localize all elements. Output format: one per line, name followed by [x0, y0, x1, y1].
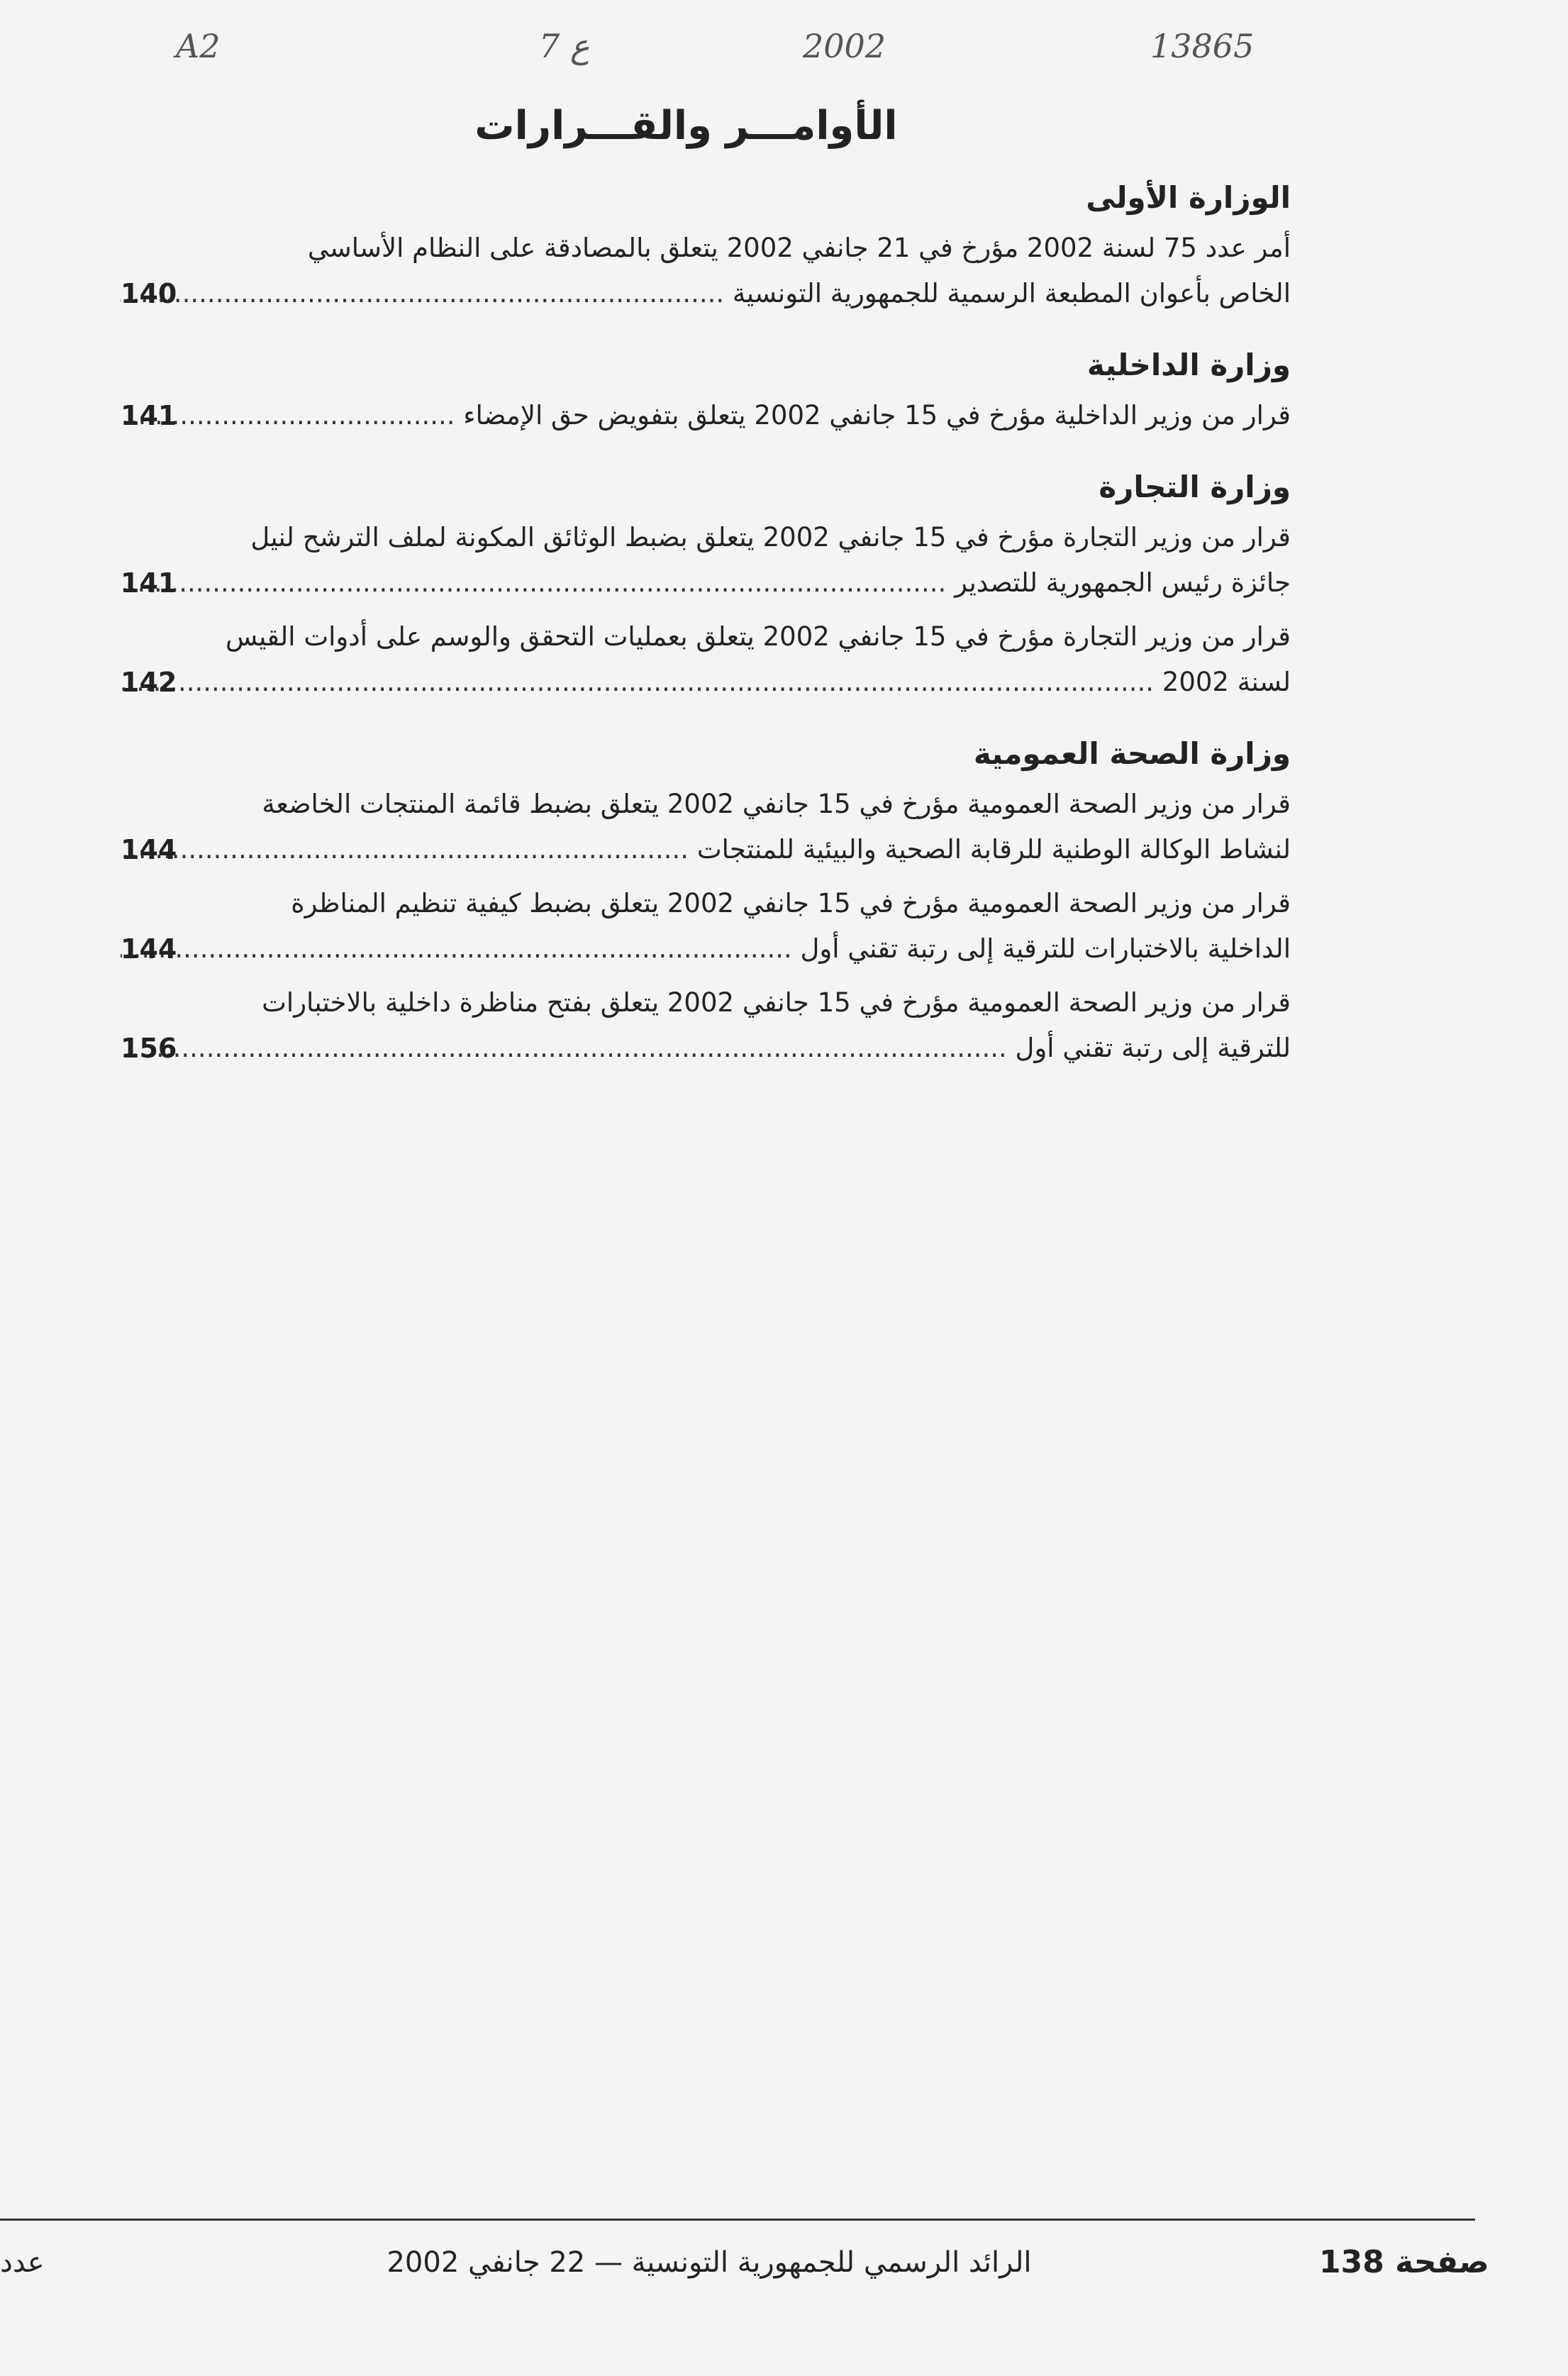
page-number: 141	[121, 567, 177, 599]
page-footer	[0, 2234, 1568, 2291]
entry-line: قرار من وزير الصحة العمومية مؤرخ في 15 جانفي 2002 يتعلق بفتح مناظرة داخلية بالاختبارات	[262, 987, 1291, 1018]
page-number: 156	[121, 1033, 177, 1064]
ministry-heading: وزارة الداخلية	[1086, 348, 1291, 382]
page-number: 141	[121, 400, 177, 431]
entry-line: للترقية إلى رتبة تقني أول .....	[121, 1026, 1291, 1071]
toc-entry[interactable]	[121, 980, 1291, 1071]
ministry-heading: الوزارة الأولى	[1086, 180, 1291, 215]
entry-line: الداخلية بالاختبارات للترقية إلى رتبة تقني أول .....	[121, 926, 1291, 972]
footer-edge-text: عدد	[0, 2246, 45, 2279]
handwritten-note: 2002	[803, 27, 886, 65]
page-number: 144	[121, 834, 177, 865]
toc-entry[interactable]	[121, 393, 1291, 438]
page-number: 140	[121, 278, 177, 309]
entry-line: لنشاط الوكالة الوطنية للرقابة الصحية والبيئية للمنتجات .....	[121, 827, 1291, 872]
ministry-heading: وزارة الصحة العمومية	[973, 736, 1291, 771]
entry-line: أمر عدد 75 لسنة 2002 مؤرخ في 21 جانفي 2002 يتعلق بالمصادقة على النظام الأساسي	[307, 233, 1291, 263]
entry-line: قرار من وزير الصحة العمومية مؤرخ في 15 جانفي 2002 يتعلق بضبط قائمة المنتجات الخاضعة	[262, 789, 1291, 819]
page-title: الأوامـــر والقـــرارات	[474, 103, 898, 149]
page-number: 144	[121, 933, 177, 965]
entry-line: قرار من وزير الداخلية مؤرخ في 15 جانفي 2002 يتعلق بتفويض حق الإمضاء .....	[121, 393, 1291, 438]
page-number: 142	[121, 667, 177, 698]
entry-line: قرار من وزير التجارة مؤرخ في 15 جانفي 2002 يتعلق بعمليات التحقق والوسم على أدوات القيس	[225, 621, 1291, 652]
handwritten-note: A2	[176, 27, 221, 65]
entry-line: قرار من وزير الصحة العمومية مؤرخ في 15 جانفي 2002 يتعلق بضبط كيفية تنظيم المناظرة	[291, 888, 1291, 918]
entry-line: جائزة رئيس الجمهورية للتصدير .....	[121, 560, 1291, 606]
toc-entry[interactable]	[121, 226, 1291, 316]
entry-line: الخاص بأعوان المطبعة الرسمية للجمهورية التونسية .....	[121, 271, 1291, 316]
footer-rule	[0, 2219, 1475, 2221]
handwritten-note: 13865	[1150, 27, 1255, 65]
footer-page-number: صفحة 138	[1319, 2244, 1489, 2280]
toc-entry[interactable]	[121, 614, 1291, 705]
footer-publication: الرائد الرسمي للجمهورية التونسية — 22 جانفي 2002	[387, 2246, 1032, 2279]
toc-entry[interactable]	[121, 782, 1291, 872]
toc-entry[interactable]	[121, 515, 1291, 606]
handwritten-note: 7 ع	[539, 27, 590, 65]
entry-line: قرار من وزير التجارة مؤرخ في 15 جانفي 2002 يتعلق بضبط الوثائق المكونة لملف الترشح لنيل	[250, 522, 1291, 553]
entry-line: لسنة 2002 .....	[121, 660, 1291, 705]
table-of-contents	[121, 170, 1291, 1079]
toc-entry[interactable]	[121, 881, 1291, 972]
ministry-heading: وزارة التجارة	[1099, 470, 1291, 504]
